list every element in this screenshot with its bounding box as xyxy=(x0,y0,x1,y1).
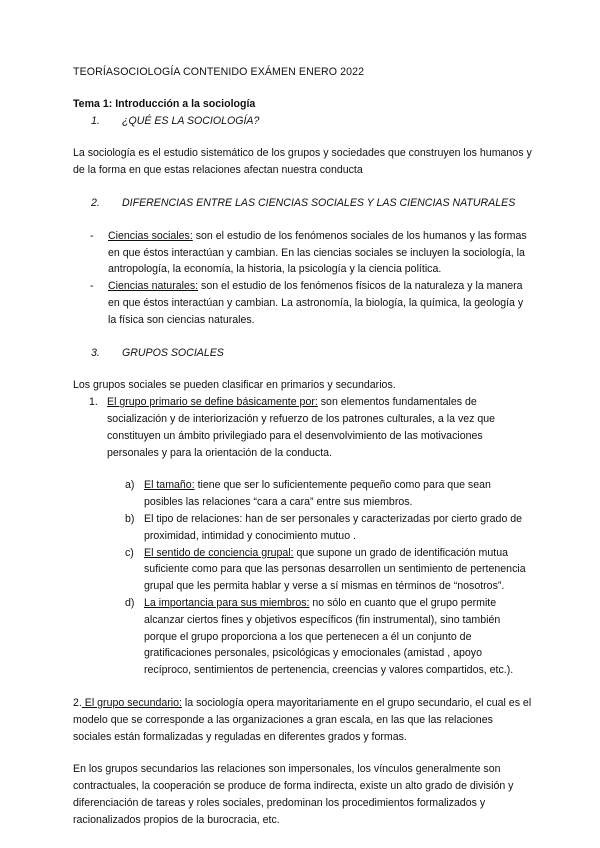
term-importancia: La importancia para sus miembros: xyxy=(144,596,310,609)
section-3-intro: Los grupos sociales se pueden clasificar en primarios y secundarios. xyxy=(73,379,396,392)
term-grupo-primario: El grupo primario se define básicamente por: xyxy=(107,396,318,409)
list-item-text xyxy=(144,545,533,595)
list-item-text xyxy=(144,477,533,511)
section-2-heading xyxy=(73,195,533,212)
list-item xyxy=(73,278,533,328)
list-item-text xyxy=(107,394,533,461)
list-item-text xyxy=(108,228,533,278)
list-marker: - xyxy=(90,280,94,293)
section-1-number: 1. xyxy=(91,114,100,127)
section-1-heading xyxy=(73,113,533,130)
definition-ciencias-sociales: son el estudio de los fenómenos sociales de los humanos y las formas en que éstos interactúan y cambian. En las ciencias sociales se incluyen la sociología, la antropología, la economía, la historia, la psicología y la ciencia política. xyxy=(108,229,527,276)
definition-tamano: tiene que ser lo suficientemente pequeño como para que sean posibles las relaciones “cara a cara” entre sus miembros. xyxy=(144,479,491,509)
list-item-text xyxy=(108,278,533,328)
list-marker: a) xyxy=(125,479,135,492)
list-marker: d) xyxy=(125,596,135,609)
term-conciencia-grupal: El sentido de conciencia grupal: xyxy=(144,546,294,559)
list-item-text xyxy=(144,511,533,545)
definition-tipo-relaciones: El tipo de relaciones: han de ser personales y caracterizadas por cierto grado de proximidad, intimidad y conocimiento mutuo . xyxy=(144,512,523,542)
list-marker: 1. xyxy=(89,396,98,409)
list-item-text xyxy=(144,595,533,679)
list-item xyxy=(125,477,533,511)
list-marker: b) xyxy=(125,512,135,525)
closing-paragraph: En los grupos secundarios las relaciones son impersonales, los vínculos generalmente son contractuales, la cooperación se produce de forma indirecta, existe un alto grado de división y diferenciación de tareas y roles sociales, predominan los procedimientos formalizados y racionalizados propios de la burocracia, etc. xyxy=(73,763,514,826)
term-tamano: El tamaño: xyxy=(144,479,195,492)
primary-group-item xyxy=(73,394,533,461)
list-marker: c) xyxy=(125,546,134,559)
document-title: TEORÍASOCIOLOGÍA CONTENIDO EXÁMEN ENERO 2022 xyxy=(73,66,365,78)
term-ciencias-naturales: Ciencias naturales: xyxy=(108,280,199,293)
section-3-heading xyxy=(73,345,533,362)
list-item xyxy=(73,228,533,278)
definition-grupo-primario: son elementos fundamentales de socialización y de interiorización y refuerzo de los patrones culturales, a la vez que constituyen un ámbito privilegiado para el desenvolvimiento de las motivaciones personales y para la orientación de la conducta. xyxy=(107,396,496,459)
list-item xyxy=(125,511,533,545)
section-1-title: ¿QUÉ ES LA SOCIOLOGÍA? xyxy=(122,114,260,127)
primary-group-features xyxy=(125,477,533,679)
tema-heading: Tema 1: Introducción a la sociología xyxy=(73,97,256,110)
list-item xyxy=(125,595,533,679)
term-ciencias-sociales: Ciencias sociales: xyxy=(108,229,193,242)
definition-ciencias-naturales: son el estudio de los fenómenos físicos de la naturaleza y la manera en que éstos interactúan y cambian. La astronomía, la biología, la química, la geología y la física son ciencias naturales. xyxy=(108,280,524,326)
list-marker: - xyxy=(90,229,94,242)
term-grupo-secundario: El grupo secundario: xyxy=(81,696,182,709)
section-2-title: DIFERENCIAS ENTRE LAS CIENCIAS SOCIALES Y LAS CIENCIAS NATURALES xyxy=(122,196,516,209)
section-2-number: 2. xyxy=(91,196,100,209)
sciences-list xyxy=(73,228,533,329)
definition-conciencia-grupal: que supone un grado de identificación mutua suficiente como para que las personas desarrollen un sentimiento de pertenencia grupal que les permita hablar y verse a sí mismas en términos de “nosotros”. xyxy=(144,546,526,593)
document-page xyxy=(73,64,533,828)
section-3-number: 3. xyxy=(91,346,100,359)
list-item xyxy=(125,545,533,595)
definition-importancia: no sólo en cuanto que el grupo permite alcanzar ciertos fines y objetivos específicos (fin instrumental), sino también porque el grupo proporciona a los que pertenecen a él un conjunto de gratificaciones personales, psicológicas y emocionales (amistad , apoyo recíproco, sentimientos de pertenencia, creencias y valores compartidos, etc.). xyxy=(144,596,514,677)
secondary-group-paragraph xyxy=(73,695,533,745)
secondary-marker: 2. xyxy=(73,696,82,709)
section-3-title: GRUPOS SOCIALES xyxy=(122,346,224,359)
definition-grupo-secundario: la sociología opera mayoritariamente en el grupo secundario, el cual es el modelo que se corresponde a las organizaciones a gran escala, en las que las relaciones sociales están formalizadas y reguladas en diferentes grados y formas. xyxy=(73,696,532,743)
section-1-paragraph: La sociología es el estudio sistemático de los grupos y sociedades que construyen los humanos y de la forma en que estas relaciones afectan nuestra conducta xyxy=(73,147,532,177)
